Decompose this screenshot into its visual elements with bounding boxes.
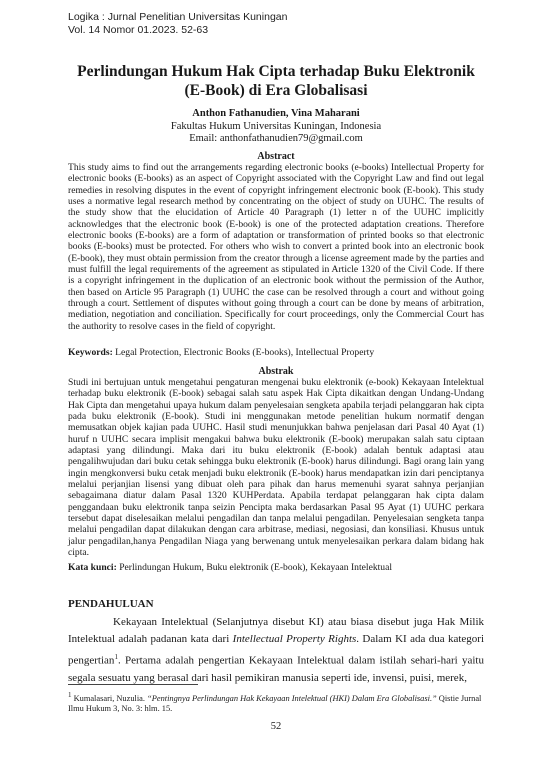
- keywords-line: [68, 347, 484, 358]
- affiliation: Fakultas Hukum Universitas Kuningan, Indonesia: [170, 120, 382, 132]
- page-number: 52: [270, 721, 282, 732]
- intro-text-start: Kekayaan Intelektual (Selanjutnya disebut KI) atau biasa disebut juga Hak Milik Intelektual adalah padanan kata dari: [68, 616, 484, 646]
- kata-kunci-line: [68, 562, 484, 573]
- kata-kunci-label: Kata kunci:: [68, 562, 117, 573]
- intro-italic-term: Intellectual Property Rights: [232, 633, 357, 646]
- abstract-text: This study aims to find out the arrangements regarding electronic books (e-books) Intellectual Property for electronic books (E-books) as an aspect of Copyright associated with the Copyright Law and find out legal remedies in resolving disputes in the event of copyright infringement electronic book (E-book). This study uses a normative legal research method by concentrating on the object of study on UUHC. The results of the study show that the elucidation of Article 40 Paragraph (1) letter n of the UUHC implicitly acknowledges that the electronic book (E-book) is one of the protected adaptation creations. Therefore electronic books (E-books) are a form of adaptation or transformation of printed books so that electronic books (E-books) must be protected. For others who wish to convert a printed book into an electronic book (E-book), they must obtain permission from the creator through a license agreement made by the parties and must fulfill the legal requirements of the agreement as stipulated in Article 1320 of the Civil Code. If there is a copyright infringement in the duplication of an electronic book without the permission of the Author, then based on Article 95 Paragraph (1) UUHC the case can be resolved through a court and without going through a court. Settlement of disputes without going through a court can be done by means of arbitration, mediation, negotiation and conciliation. Specifically for court proceedings, only the Commercial Court has the authority to resolve cases in the field of copyright.: [68, 162, 484, 332]
- author-names: Anthon Fathanudien, Vina Maharani: [192, 108, 360, 119]
- journal-name: Logika : Jurnal Penelitian Universitas Kuningan: [68, 11, 288, 23]
- footnote-number: 1: [68, 691, 72, 699]
- author-block: [60, 108, 492, 146]
- keywords-label: Keywords:: [68, 347, 113, 358]
- abstrak-heading: Abstrak: [258, 366, 294, 377]
- abstrak-text: Studi ini bertujuan untuk mengetahui pengaturan mengenai buku elektronik (e-book) Kekayaan Intelektual terhadap buku elektronik (E-book) sebagai salah satu aspek Hak Cipta dikaitkan dengan Undang-Undang Hak Cipta dan mengetahui upaya hukum dalam penyelesaian sengketa apabila terjadi pelanggaran hak cipta pada buku elektronik (E-book). Studi ini menggunakan metode penelitian hukum normatif dengan memusatkan objek kajian pada UUHC. Hasil studi menunjukkan bahwa penjelasan dari Pasal 40 Ayat (1) huruf n UUHC secara implisit mengakui bahwa buku elektronik (E-book) merupakan salah satu ciptaan adaptasi yang dilindungi. Maka dari itu buku elektronik (E-book) adalah bentuk adaptasi atau pengalihwujudan dari buku cetak sehingga buku elektronik (E-book) harus dilindungi. Bagi orang lain yang ingin mengkonversi buku cetak menjadi buku elektronik (E-book) harus mendapatkan izin dari penciptanya melalui perjanjian lisensi yang dibuat oleh para pihak dan harus memenuhi syarat sahnya perjanjian sebagaimana diatur dalam Pasal 1320 KUHPerdata. Apabila terdapat pelanggaran hak cipta dalam penggandaan buku elektronik tanpa seizin Pencipta maka berdasarkan Pasal 95 Ayat (1) UUHC perkara tersebut dapat diselesaikan melalui pengadilan dan tanpa melalui pengadilan. Penyelesaian sengketa tanpa melalui pengadilan dapat dilakukan dengan cara arbitrase, mediasi, negosiasi, dan konsiliasi. Khusus untuk jalur pengadilan,hanya Pengadilan Niaga yang berwenang untuk menyelesaikan perkara dalam bidang hak cipta.: [68, 377, 484, 559]
- article-title: [60, 62, 492, 100]
- journal-volume: Vol. 14 Nomor 01.2023. 52-63: [68, 24, 209, 36]
- title-line-1: Perlindungan Hukum Hak Cipta terhadap Buku Elektronik: [77, 63, 475, 80]
- footnote-author: Kumalasari, Nuzulia.: [71, 693, 148, 703]
- footnote-divider: [68, 684, 198, 685]
- keywords-text: Legal Protection, Electronic Books (E-books), Intellectual Property: [115, 347, 375, 358]
- footnote-title: “Pentingnya Perlindungan Hak Kekayaan Intelektual (HKI) Dalam Era Globalisasi.”: [147, 693, 437, 703]
- journal-header: [68, 11, 287, 37]
- footnote: [68, 690, 484, 715]
- intro-text-mid: . Dalam KI ada dua kategori pengertian: [68, 633, 484, 667]
- abstract-heading: Abstract: [257, 151, 295, 162]
- footnote-source: Qistie Jurnal Ilmu Hukum 3, No. 3: hlm. 15.: [68, 693, 482, 714]
- email: Email: anthonfathanudien79@gmail.com: [189, 133, 363, 145]
- footnote-ref[interactable]: 1: [114, 652, 118, 661]
- intro-paragraph: [68, 614, 484, 687]
- title-line-2: (E-Book) di Era Globalisasi: [184, 82, 368, 99]
- kata-kunci-text: Perlindungan Hukum, Buku elektronik (E-book), Kekayaan Intelektual: [119, 562, 393, 573]
- intro-text-end: . Pertama adalah pengertian Kekayaan Intelektual dalam istilah sehari-hari yaitu segala sesuatu yang berasal dari hasil pemikiran manusia seperti ide, invensi, puisi, merek,: [68, 654, 484, 684]
- section-heading: PENDAHULUAN: [68, 598, 154, 610]
